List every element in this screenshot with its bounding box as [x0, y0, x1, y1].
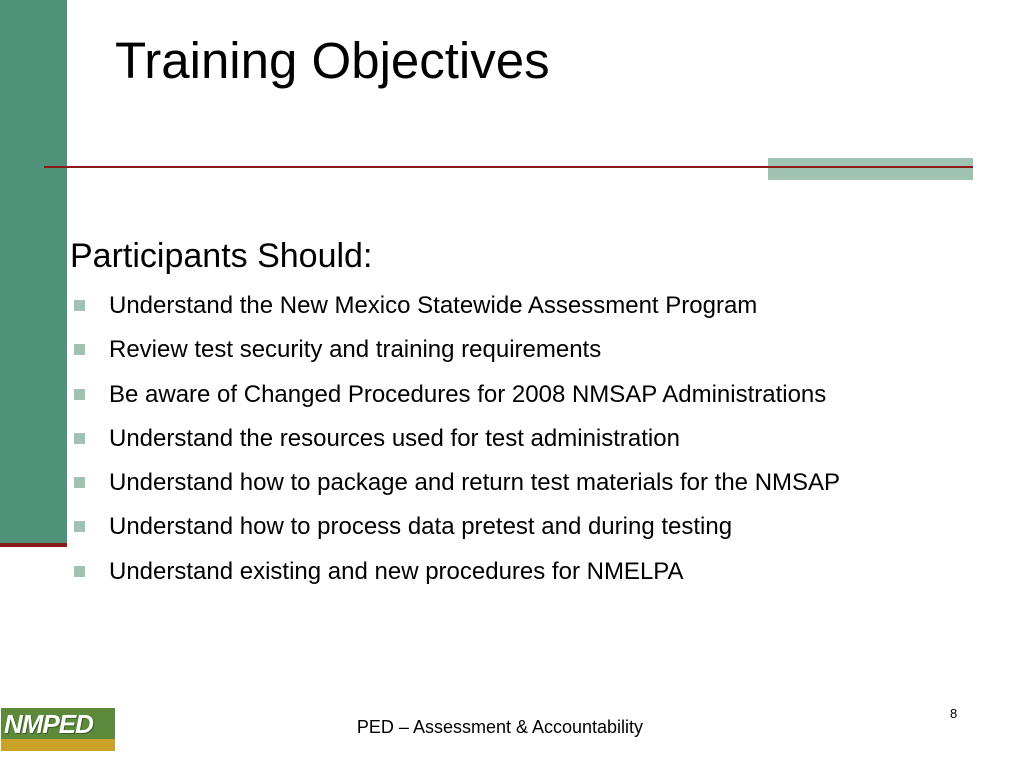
list-item-text: Understand the resources used for test administration [109, 424, 680, 452]
list-item-text: Understand how to process data pretest and during testing [109, 513, 733, 541]
list-item [70, 373, 1010, 417]
logo-wordmark: NMPED [4, 709, 93, 739]
list-item-text: Understand how to package and return test materials for the NMSAP [109, 469, 841, 497]
slide-body [70, 234, 1010, 594]
list-item-text: Be aware of Changed Procedures for 2008 NMSAP Administrations [109, 380, 827, 408]
list-item-text: Understand the New Mexico Statewide Assessment Program [109, 292, 758, 319]
list-item [70, 328, 1010, 372]
list-item [70, 461, 1010, 505]
square-bullet-icon [74, 566, 85, 577]
nmped-logo [1, 708, 115, 751]
left-sidebar [0, 0, 67, 545]
accent-bar-top [768, 158, 973, 166]
slide-footer: PED – Assessment & Accountability [356, 717, 644, 737]
list-item [70, 417, 1010, 461]
square-bullet-icon [74, 389, 85, 400]
objectives-list [70, 284, 1010, 594]
square-bullet-icon [74, 521, 85, 532]
accent-bar-bottom [768, 168, 973, 180]
square-bullet-icon [74, 477, 85, 488]
page-number: 8 [950, 706, 958, 721]
list-item [70, 550, 1010, 594]
square-bullet-icon [74, 344, 85, 355]
body-heading: Participants Should: [70, 237, 373, 275]
square-bullet-icon [74, 433, 85, 444]
list-item [70, 505, 1010, 549]
list-item-text: Understand existing and new procedures for NMELPA [109, 557, 684, 585]
slide-title: Training Objectives [115, 32, 550, 89]
square-bullet-icon [74, 300, 85, 311]
list-item [70, 284, 1010, 328]
list-item-text: Review test security and training requirements [109, 336, 602, 364]
logo-tagline-band [1, 739, 115, 751]
sidebar-rule [0, 543, 67, 547]
